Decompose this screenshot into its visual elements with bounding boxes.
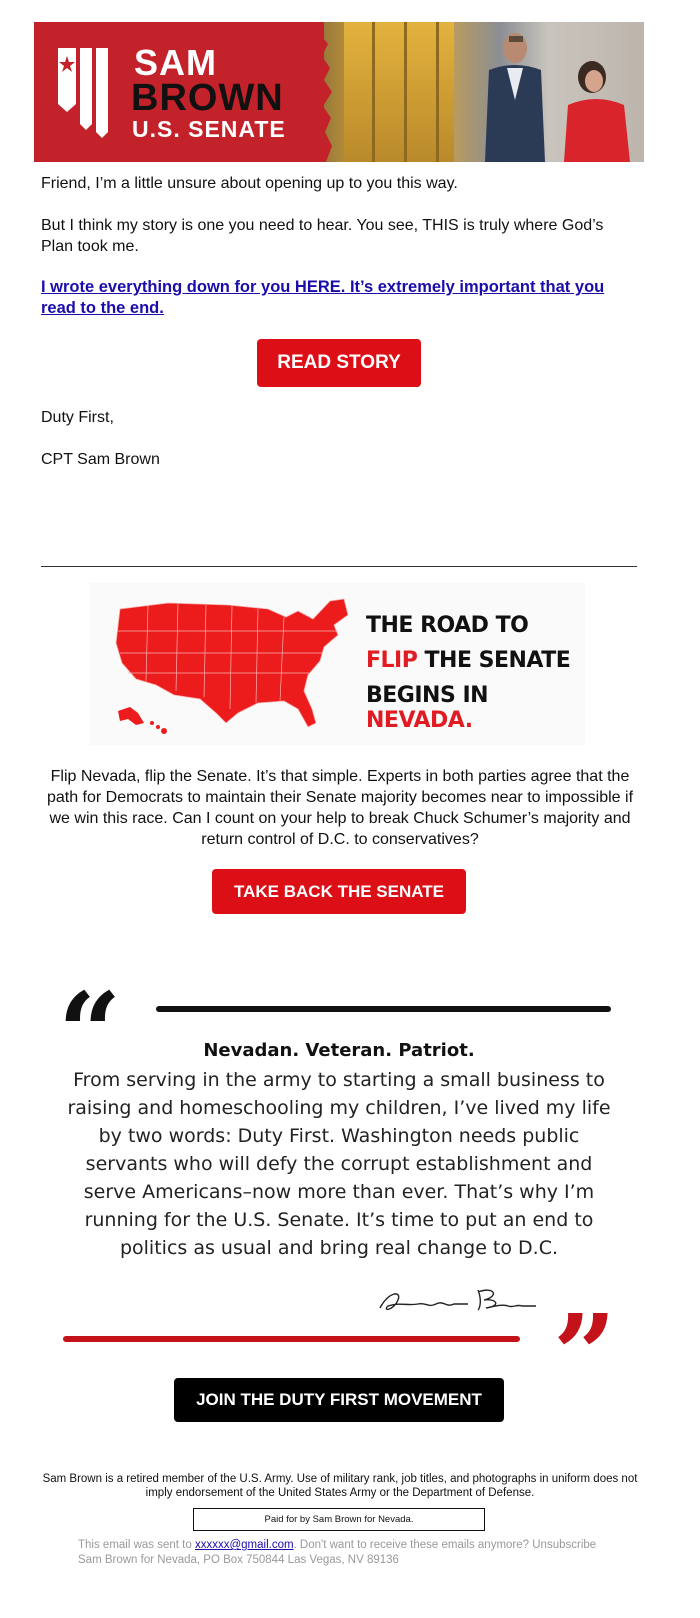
banner-truck <box>344 22 454 162</box>
letter-greeting: Friend, I’m a little unsure about opening up to you this way. <box>41 175 458 192</box>
open-quote-icon: “ <box>58 968 122 1097</box>
banner-photo-man <box>479 30 549 162</box>
recipient-email-link[interactable]: xxxxxx@gmail.com <box>194 1539 294 1551</box>
join-movement-button[interactable]: JOIN THE DUTY FIRST MOVEMENT <box>174 1378 504 1422</box>
graphic-flip-word: FLIP <box>366 648 418 673</box>
divider <box>41 566 637 567</box>
quote-top-line <box>156 1006 611 1012</box>
story-link-container <box>41 277 641 319</box>
close-quote-icon: ” <box>553 1290 617 1419</box>
logo-us-senate: U.S. SENATE <box>132 116 286 142</box>
logo-brown: BROWN <box>131 77 284 119</box>
quote-bottom-line <box>63 1336 520 1342</box>
sent-to-prefix: This email was sent to <box>78 1539 195 1551</box>
logo-flag-mark <box>56 46 118 138</box>
banner-torn-edge <box>314 22 344 162</box>
military-disclaimer: Sam Brown is a retired member of the U.S. Army. Use of military rank, job titles, and photographs in uniform does not imply endorsement of the United States Army or the Department of Defense. <box>42 1473 638 1499</box>
read-story-button[interactable]: READ STORY <box>257 339 421 387</box>
flip-senate-graphic <box>90 583 585 745</box>
graphic-line-1: THE ROAD TO <box>366 613 529 638</box>
paid-for-box: Paid for by Sam Brown for Nevada. <box>193 1508 485 1531</box>
graphic-nevada-word: NEVADA. <box>366 708 473 733</box>
unsubscribe-link[interactable]: . Don't want to receive these emails anymore? Unsubscribe <box>293 1539 597 1551</box>
graphic-line-3-start: BEGINS IN <box>366 683 489 708</box>
us-map-icon <box>108 591 358 741</box>
pitch-text: Flip Nevada, flip the Senate. It’s that simple. Experts in both parties agree that the path for Democrats to maintain their Senate majority becomes near to impossible if we win this race. Can I count on your help to break Chuck Schumer’s majority and return control of D.C. to conservatives? <box>46 768 634 848</box>
letter-signature: CPT Sam Brown <box>41 451 160 468</box>
sent-to-line <box>78 1538 638 1552</box>
graphic-line-3 <box>366 683 585 733</box>
quote-body: From serving in the army to starting a small business to raising and homeschooling my children, I’ve lived my life by two words: Duty First. Washington needs public servants who will defy the corrupt establishment and serve Americans–now more than ever. That’s why I’m running for the U.S. Senate. It’s time to put an end to politics as usual and bring real change to D.C. <box>67 1069 611 1259</box>
header-banner <box>34 22 644 162</box>
logo-sam: SAM <box>134 42 217 83</box>
signature-icon <box>378 1282 538 1318</box>
graphic-line-2 <box>366 648 570 673</box>
letter-paragraph: But I think my story is one you need to hear. You see, THIS is truly where God’s Plan took me. <box>41 217 604 255</box>
take-back-senate-button[interactable]: TAKE BACK THE SENATE <box>212 869 466 914</box>
story-link[interactable]: I wrote everything down for you HERE. It’s extremely important that you read to the end. <box>41 278 605 317</box>
banner-photo-woman <box>562 57 632 162</box>
quote-heading: Nevadan. Veteran. Patriot. <box>203 1040 475 1061</box>
letter-closing: Duty First, <box>41 409 114 426</box>
mailing-address: Sam Brown for Nevada, PO Box 750844 Las Vegas, NV 89136 <box>78 1554 399 1566</box>
graphic-line-2-rest: THE SENATE <box>417 648 571 673</box>
